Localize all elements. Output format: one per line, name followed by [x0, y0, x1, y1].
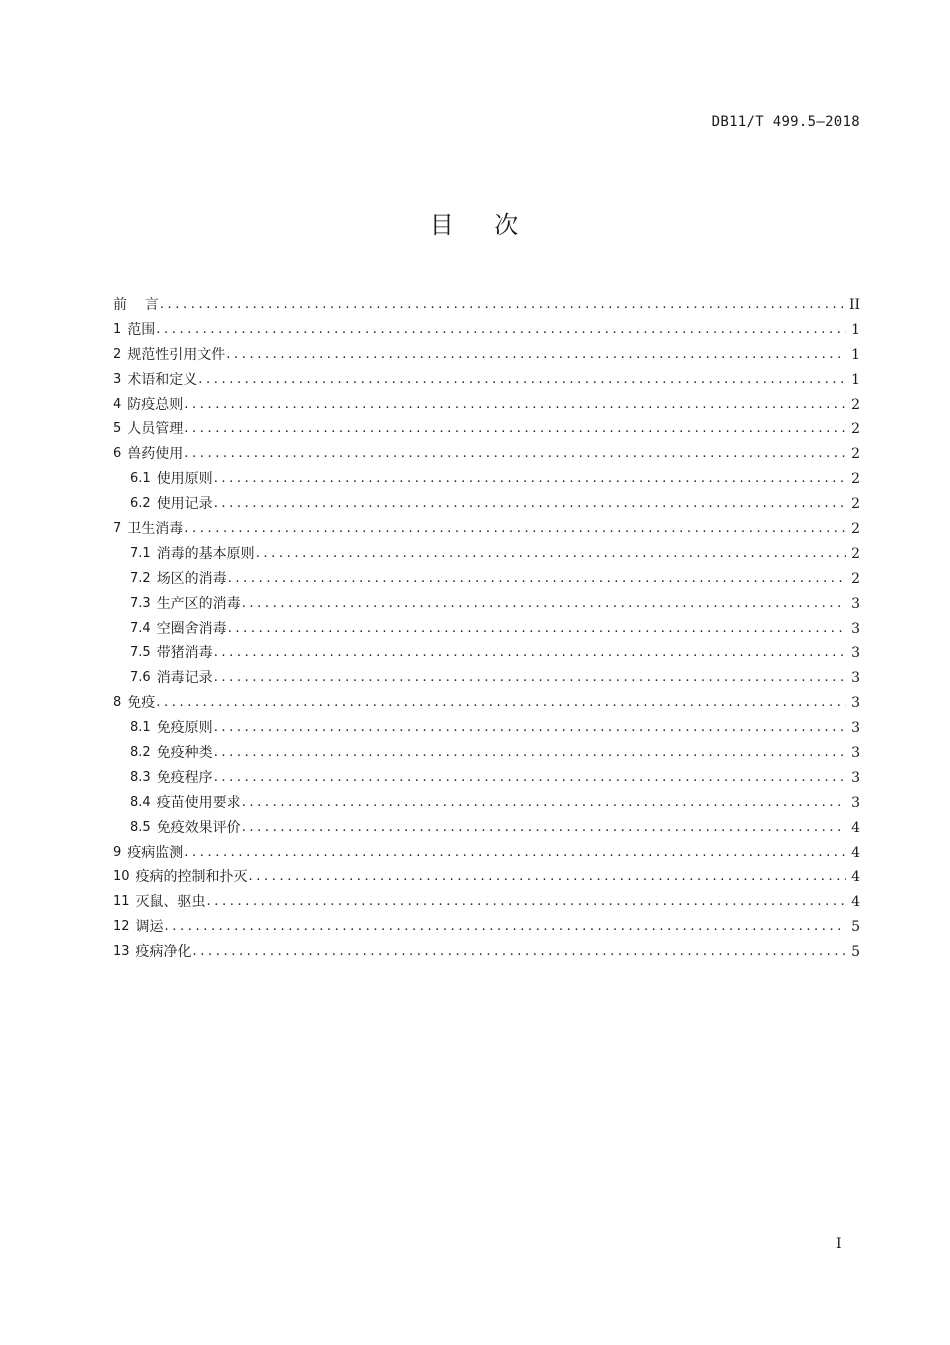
toc-entry[interactable]	[113, 415, 860, 440]
toc-dot-leader	[242, 818, 846, 838]
toc-entry-page: 1	[851, 346, 860, 363]
toc-dot-leader	[228, 619, 846, 639]
toc-dot-leader	[249, 867, 846, 887]
toc-entry-label: 疫病监测	[127, 844, 184, 861]
toc-entry[interactable]	[113, 464, 860, 489]
toc-dot-leader	[198, 370, 846, 390]
toc-entry-label: 生产区的消毒	[156, 595, 241, 612]
toc-entry-number: 8	[113, 695, 122, 711]
toc-entry-page: 2	[851, 471, 860, 488]
toc-entry[interactable]	[113, 589, 860, 614]
toc-entry[interactable]	[113, 439, 860, 464]
toc-dot-leader	[214, 668, 846, 688]
toc-entry-label: 疫苗使用要求	[156, 794, 241, 811]
toc-entry-page: 3	[851, 794, 860, 811]
toc-entry-number: 7.1	[130, 545, 151, 561]
toc-entry-label: 免疫效果评价	[156, 819, 241, 836]
toc-entry-page: 5	[851, 919, 860, 936]
toc-entry-label: 卫生消毒	[127, 521, 184, 538]
toc-entry-number: 12	[113, 919, 130, 935]
toc-entry-page: 2	[851, 396, 860, 413]
toc-dot-leader	[184, 395, 846, 415]
toc-entry[interactable]	[113, 763, 860, 788]
toc-entry-page: 3	[851, 670, 860, 687]
toc-dot-leader	[226, 345, 846, 365]
toc-entry-page: II	[848, 297, 860, 313]
toc-entry-page: 2	[851, 421, 860, 438]
toc-entry-label: 使用原则	[156, 471, 213, 488]
toc-entry-number: 8.5	[130, 819, 151, 835]
toc-entry[interactable]	[113, 614, 860, 639]
toc-dot-leader	[214, 469, 846, 489]
toc-entry-number: 8.1	[130, 720, 151, 736]
toc-entry-label: 范围	[127, 321, 156, 338]
toc-entry[interactable]	[113, 863, 860, 888]
toc-entry-page: 1	[851, 321, 860, 338]
toc-entry-label: 消毒的基本原则	[156, 545, 255, 562]
toc-entry-label: 场区的消毒	[156, 570, 227, 587]
document-code: DB11/T 499.5—2018	[711, 114, 860, 130]
toc-entry-label: 使用记录	[156, 496, 213, 513]
toc-entry-page: 2	[851, 521, 860, 538]
toc-entry-page: 2	[851, 545, 860, 562]
toc-entry[interactable]	[113, 564, 860, 589]
toc-entry-label: 带猪消毒	[156, 645, 213, 662]
toc-entry-number: 4	[113, 396, 122, 412]
toc-entry-number: 8.2	[130, 745, 151, 761]
toc-entry[interactable]	[113, 390, 860, 415]
toc-dot-leader	[207, 892, 846, 912]
toc-entry-number: 3	[113, 371, 122, 387]
toc-entry-page: 1	[851, 371, 860, 388]
toc-entry[interactable]	[113, 713, 860, 738]
toc-entry[interactable]	[113, 539, 860, 564]
toc-entry-page: 4	[851, 844, 860, 861]
toc-entry-page: 4	[851, 894, 860, 911]
table-of-contents	[113, 285, 860, 962]
toc-entry[interactable]	[113, 340, 860, 365]
toc-entry-page: 3	[851, 645, 860, 662]
toc-entry[interactable]	[113, 663, 860, 688]
toc-entry-number: 11	[113, 894, 130, 910]
toc-entry[interactable]	[113, 937, 860, 962]
toc-entry-label: 调运	[135, 919, 164, 936]
toc-entry-page: 3	[851, 695, 860, 712]
toc-dot-leader	[156, 320, 846, 340]
toc-entry[interactable]	[113, 887, 860, 912]
toc-entry-page: 2	[851, 446, 860, 463]
toc-dot-leader	[184, 843, 846, 863]
toc-entry-page: 2	[851, 496, 860, 513]
toc-entry-page: 3	[851, 720, 860, 737]
toc-entry-label: 灭鼠、驱虫	[135, 894, 206, 911]
toc-dot-leader	[242, 594, 846, 614]
toc-entry-label: 人员管理	[127, 421, 184, 438]
toc-entry-number: 10	[113, 869, 130, 885]
toc-dot-leader	[214, 718, 846, 738]
toc-entry-page: 5	[851, 944, 860, 961]
toc-entry-label: 疫病净化	[135, 944, 192, 961]
toc-entry-page: 2	[851, 570, 860, 587]
toc-entry-label: 疫病的控制和扑灭	[135, 869, 248, 886]
toc-entry[interactable]	[113, 489, 860, 514]
toc-entry[interactable]	[113, 788, 860, 813]
toc-entry-number: 7	[113, 521, 122, 537]
toc-entry-number: 6.1	[130, 471, 151, 487]
toc-entry-number: 5	[113, 421, 122, 437]
page-number: I	[836, 1236, 842, 1252]
toc-entry-label: 前 言	[113, 297, 159, 313]
toc-entry[interactable]	[113, 738, 860, 763]
toc-entry-label: 免疫	[127, 695, 156, 712]
toc-entry[interactable]	[113, 365, 860, 390]
toc-dot-leader	[193, 942, 846, 962]
toc-dot-leader	[228, 569, 846, 589]
toc-entry-number: 13	[113, 944, 130, 960]
toc-entry-number: 7.4	[130, 620, 151, 636]
toc-entry-page: 3	[851, 620, 860, 637]
toc-entry-page: 4	[851, 819, 860, 836]
toc-entry[interactable]	[113, 514, 860, 539]
toc-dot-leader	[184, 419, 846, 439]
toc-entry-number: 9	[113, 844, 122, 860]
toc-entry-label: 免疫程序	[156, 769, 213, 786]
toc-entry-page: 3	[851, 595, 860, 612]
toc-entry-number: 6.2	[130, 496, 151, 512]
toc-entry[interactable]	[113, 315, 860, 340]
toc-dot-leader	[184, 444, 846, 464]
toc-dot-leader	[214, 494, 846, 514]
toc-entry[interactable]	[113, 838, 860, 863]
toc-entry[interactable]	[113, 688, 860, 713]
toc-dot-leader	[214, 643, 846, 663]
toc-entry[interactable]	[113, 639, 860, 664]
page-title: 目 次	[429, 211, 521, 239]
toc-entry-label: 免疫原则	[156, 720, 213, 737]
toc-entry-page: 3	[851, 745, 860, 762]
toc-entry[interactable]	[113, 912, 860, 937]
toc-entry-label: 消毒记录	[156, 670, 213, 687]
toc-entry[interactable]	[113, 285, 860, 315]
toc-dot-leader	[184, 519, 846, 539]
toc-entry-label: 规范性引用文件	[127, 346, 226, 363]
toc-entry-label: 免疫种类	[156, 745, 213, 762]
toc-entry-number: 7.5	[130, 645, 151, 661]
toc-entry-label: 术语和定义	[127, 371, 198, 388]
toc-entry-number: 7.3	[130, 595, 151, 611]
toc-entry[interactable]	[113, 813, 860, 838]
toc-dot-leader	[160, 295, 845, 315]
toc-dot-leader	[242, 793, 846, 813]
toc-entry-number: 8.4	[130, 794, 151, 810]
toc-dot-leader	[165, 917, 846, 937]
toc-entry-number: 2	[113, 346, 122, 362]
toc-entry-label: 防疫总则	[127, 396, 184, 413]
toc-entry-label: 空圈舍消毒	[156, 620, 227, 637]
toc-dot-leader	[156, 693, 846, 713]
toc-dot-leader	[214, 743, 846, 763]
toc-entry-label: 兽药使用	[127, 446, 184, 463]
toc-entry-number: 6	[113, 446, 122, 462]
toc-entry-number: 8.3	[130, 769, 151, 785]
toc-entry-number: 7.2	[130, 570, 151, 586]
toc-dot-leader	[214, 768, 846, 788]
toc-entry-page: 4	[851, 869, 860, 886]
toc-entry-number: 7.6	[130, 670, 151, 686]
toc-dot-leader	[256, 544, 846, 564]
toc-entry-page: 3	[851, 769, 860, 786]
toc-entry-number: 1	[113, 321, 122, 337]
